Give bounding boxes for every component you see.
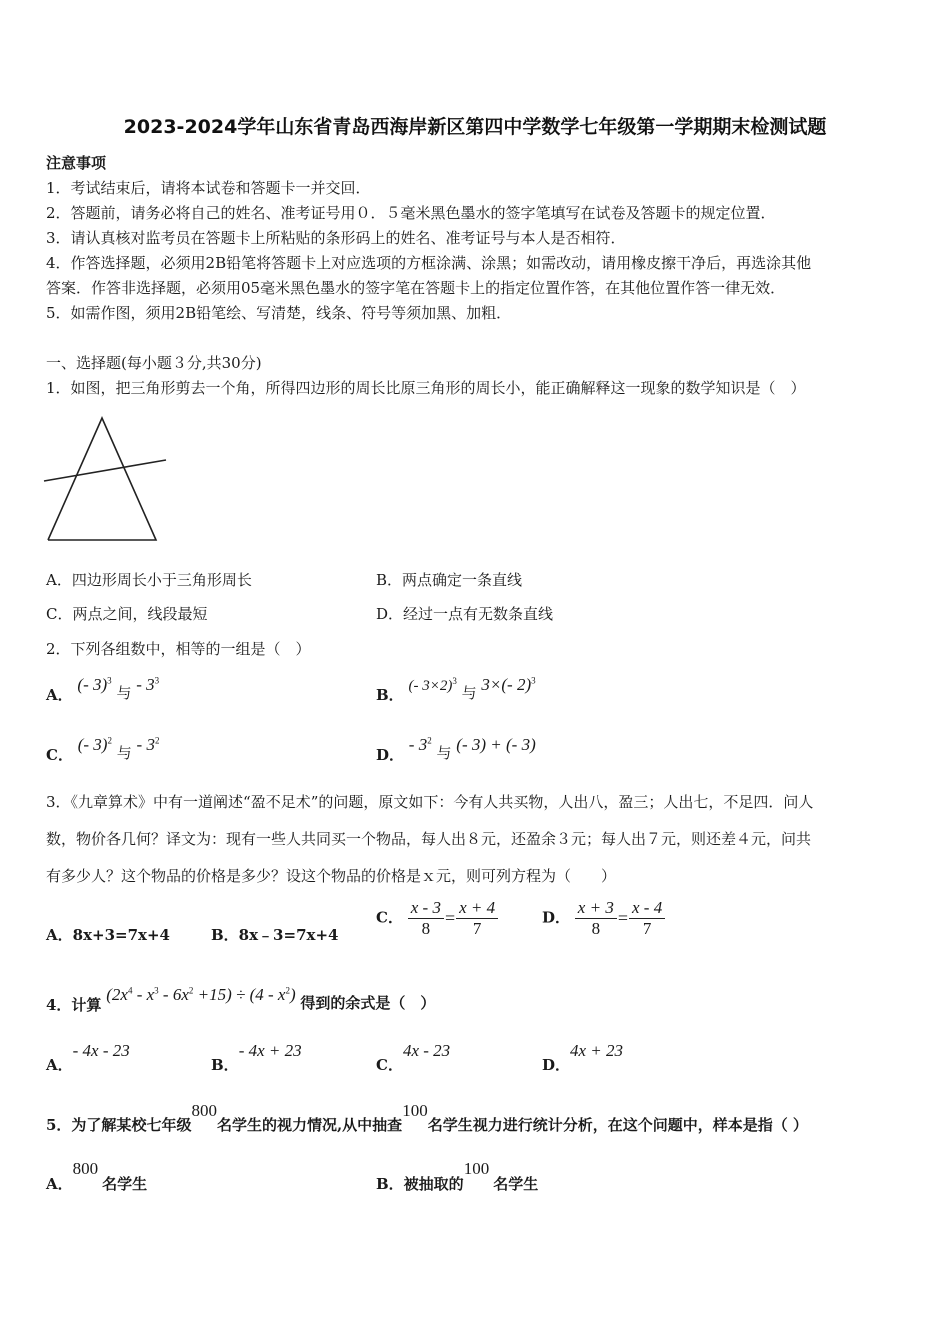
- q5-pre: 5．为了解某校七年级: [46, 1116, 192, 1134]
- q2-option-a[interactable]: [46, 674, 160, 704]
- notice-item-5: 5．如需作图，须用2B铅笔绘、写清楚，线条、符号等须加黑、加粗．: [46, 304, 512, 322]
- notice-heading: 注意事项: [46, 154, 107, 172]
- q2-b-left-exp: 3: [452, 676, 457, 686]
- q1-option-a[interactable]: A．四边形周长小于三角形周长: [46, 571, 252, 589]
- q5-b-label: B．被抽取的: [376, 1175, 464, 1193]
- q5-stem: [46, 1100, 808, 1134]
- q2-a-right: - 3: [136, 675, 155, 694]
- q3-option-a[interactable]: A．8x+3=7x+4: [46, 926, 170, 944]
- q4-c-expr: 4x - 23: [402, 1041, 451, 1060]
- q2-option-c[interactable]: [46, 734, 160, 764]
- q3-d-fraction-left: $\frac{x + 3}{8}$: [575, 898, 617, 939]
- q2-d-left: - 3: [408, 735, 428, 754]
- q4-d-label: D．: [542, 1056, 571, 1074]
- q2-b-mid: 与: [461, 684, 477, 702]
- q1-option-c[interactable]: C．两点之间，线段最短: [46, 605, 208, 623]
- q2-stem: 2．下列各组数中，相等的一组是（ ）: [46, 640, 311, 658]
- q2-c-right-exp: 2: [154, 735, 160, 746]
- q2-b-label: B．: [376, 686, 404, 704]
- q2-c-mid: 与: [116, 744, 132, 762]
- q4-option-b[interactable]: [211, 1040, 302, 1074]
- q2-a-left: (- 3): [77, 675, 108, 694]
- q2-a-label: A．: [46, 686, 73, 704]
- q2-c-label: C．: [46, 746, 73, 764]
- q5-b-text: 名学生: [493, 1175, 539, 1193]
- triangle-cut-figure: [42, 412, 168, 546]
- q3-d-label: D．: [542, 908, 571, 927]
- q5-mid: 名学生的视力情况,从中抽查: [216, 1116, 403, 1134]
- q4-option-a[interactable]: [46, 1040, 130, 1074]
- q2-a-mid: 与: [116, 684, 132, 702]
- q5-number-800: 800: [191, 1101, 217, 1120]
- q4-a-expr: - 4x - 23: [72, 1041, 130, 1060]
- q2-a-right-exp: 3: [154, 675, 160, 686]
- q3-option-b[interactable]: B．8x﹣3=7x+4: [211, 926, 339, 944]
- q2-d-left-exp: 2: [427, 735, 432, 746]
- q3-option-c[interactable]: [376, 898, 498, 939]
- q3-d-equals: =: [617, 908, 628, 928]
- notice-item-1: 1．考试结束后，请将本试卷和答题卡一并交回．: [46, 179, 371, 197]
- q4-b-expr: - 4x + 23: [238, 1041, 302, 1060]
- q4-pre: 4．计算: [46, 996, 102, 1014]
- q2-b-left: (- 3×2): [408, 678, 453, 694]
- q3-c-equals: =: [444, 908, 456, 928]
- q4-b-label: B．: [211, 1056, 239, 1074]
- q3-c-label: C．: [376, 908, 403, 927]
- q3-option-d[interactable]: [542, 898, 665, 939]
- q2-b-right-exp: 3: [531, 675, 536, 686]
- q4-d-expr: 4x + 23: [570, 1041, 624, 1060]
- q3-line-1: 3．《九章算术》中有一道阐述“盈不足术”的问题，原文如下：今有人共买物，人出八，盈三；人出七，不足四．问人: [46, 793, 814, 811]
- q4-post: 得到的余式是（ ）: [300, 994, 436, 1012]
- q4-a-label: A．: [46, 1056, 73, 1074]
- q5-a-number: 800: [72, 1159, 99, 1178]
- q3-line-3: 有多少人？这个物品的价格是多少？设这个物品的价格是ｘ元，则可列方程为（ ）: [46, 867, 617, 885]
- q1-option-b[interactable]: B．两点确定一条直线: [376, 571, 523, 589]
- q2-c-right: - 3: [136, 735, 155, 754]
- q1-option-d[interactable]: D．经过一点有无数条直线: [376, 605, 554, 623]
- q2-d-label: D．: [376, 746, 405, 764]
- q2-option-d[interactable]: [376, 734, 536, 764]
- q3-c-fraction-right: $\frac{x + 4}{7}$: [456, 898, 498, 939]
- q3-line-2: 数，物价各几何？译文为：现有一些人共同买一个物品，每人出８元，还盈余３元；每人出７元，则还差４元，问共: [46, 830, 812, 848]
- q5-post: 名学生视力进行统计分析，在这个问题中，样本是指（ ）: [427, 1116, 808, 1134]
- q2-b-right: 3×(- 2): [481, 675, 532, 694]
- q2-d-mid: 与: [436, 744, 452, 762]
- q3-d-fraction-right: $\frac{x - 4}{7}$: [629, 898, 665, 939]
- q4-option-d[interactable]: [542, 1040, 624, 1074]
- q2-option-b[interactable]: [376, 674, 536, 704]
- page-title: 2023-2024学年山东省青岛西海岸新区第四中学数学七年级第一学期期末检测试题: [123, 116, 827, 138]
- q5-a-label: A．: [46, 1175, 73, 1193]
- q4-expression: $(2x^4 - x^3 - 6x^2 +15) \div (4 - x^2)$: [106, 985, 296, 1004]
- q4-option-c[interactable]: [376, 1040, 451, 1074]
- q5-option-b[interactable]: [376, 1158, 539, 1193]
- q2-c-left: (- 3): [77, 735, 108, 754]
- notice-item-4: 4．作答选择题，必须用2B铅笔将答题卡上对应选项的方框涂满、涂黑；如需改动，请用橡皮擦干净后，再选涂其他: [46, 254, 812, 272]
- q2-a-left-exp: 3: [107, 675, 112, 686]
- q2-d-right: (- 3) + (- 3): [456, 735, 536, 754]
- notice-item-2: 2．答题前，请务必将自己的姓名、准考证号用０．５毫米黑色墨水的签字笔填写在试卷及答题卡的规定位置．: [46, 204, 776, 222]
- q5-a-text: 名学生: [102, 1175, 148, 1193]
- q4-c-label: C．: [376, 1056, 403, 1074]
- q1-stem: 1．如图，把三角形剪去一个角，所得四边形的周长比原三角形的周长小，能正确解释这一现象的数学知识是（ ）: [46, 379, 806, 397]
- section-heading: 一、选择题(每小题３分,共30分): [46, 354, 262, 372]
- q4-stem: [46, 984, 436, 1014]
- notice-item-3: 3．请认真核对监考员在答题卡上所粘贴的条形码上的姓名、准考证号与本人是否相符．: [46, 229, 626, 247]
- q5-b-number: 100: [463, 1159, 490, 1178]
- q2-c-left-exp: 2: [107, 735, 112, 746]
- q3-c-fraction-left: $\frac{x - 3}{8}$: [408, 898, 444, 939]
- q5-option-a[interactable]: [46, 1158, 148, 1193]
- notice-item-4-cont: 答案．作答非选择题，必须用05毫米黑色墨水的签字笔在答题卡上的指定位置作答，在其他位置作答一律无效．: [46, 279, 786, 297]
- q5-number-100: 100: [402, 1101, 428, 1120]
